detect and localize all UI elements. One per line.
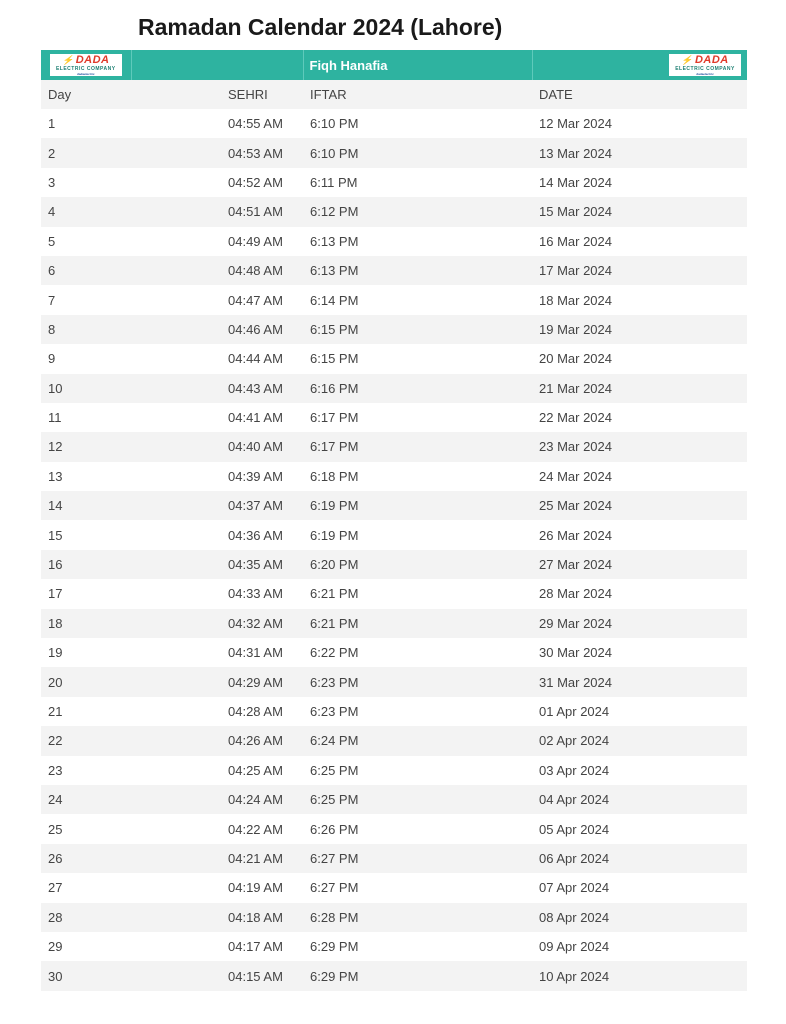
cell-iftar: 6:16 PM [303,374,532,403]
page-title: Ramadan Calendar 2024 (Lahore) [138,14,503,40]
cell-day: 24 [41,785,131,814]
cell-day: 13 [48,468,63,484]
cell-date: 25 Mar 2024 [532,491,747,520]
cell-date: 26 Mar 2024 [539,527,612,543]
dada-logo [669,54,741,76]
brand-banner [41,50,747,80]
cell-date: 20 Mar 2024 [539,351,612,367]
cell-date: 18 Mar 2024 [539,292,612,308]
cell-sehri: 04:46 AM [131,315,303,344]
cell-date: 06 Apr 2024 [532,844,747,873]
cell-date: 17 Mar 2024 [532,256,747,285]
table-row [41,814,747,843]
plug-icon: ⚡ [62,54,74,65]
cell-sehri: 04:15 AM [131,961,303,990]
fiqh-label: Fiqh Hanafia [303,50,532,80]
table-row [41,726,747,755]
cell-sehri: 04:19 AM [228,880,283,896]
cell-day: 27 [48,880,63,896]
table-row [41,609,747,638]
table-row [41,756,747,785]
cell-day: 15 [48,527,63,543]
cell-iftar: 6:25 PM [303,785,532,814]
cell-iftar: 6:28 PM [303,903,532,932]
cell-sehri: 04:28 AM [228,704,283,719]
logo-tagline: dadaelectric [76,71,95,76]
table-row [41,344,747,373]
cell-iftar: 6:11 PM [310,174,358,190]
brand-logo-cell-right [532,50,747,80]
cell-date: 21 Mar 2024 [532,374,747,403]
table-row [41,227,747,256]
cell-iftar: 6:17 PM [303,432,532,461]
cell-sehri: 04:33 AM [228,586,283,602]
cell-iftar: 6:24 PM [303,726,532,755]
cell-date: 12 Mar 2024 [539,116,612,132]
cell-iftar: 6:21 PM [310,586,359,602]
logo-tagline: dadaelectric [696,71,714,76]
cell-sehri: 04:39 AM [228,468,283,484]
cell-iftar: 6:12 PM [303,197,532,226]
cell-day: 1 [48,116,56,132]
brand-logo-cell-left [41,50,131,80]
cell-iftar: 6:15 PM [310,351,359,367]
header-day: Day [41,80,131,109]
cell-date: 14 Mar 2024 [539,174,612,190]
table-row [41,903,747,932]
cell-day: 14 [41,491,131,520]
header-sehri: SEHRI [131,80,303,109]
table-row [41,285,747,314]
table-row [41,667,747,696]
cell-iftar: 6:29 PM [310,939,359,955]
cell-day: 23 [48,762,63,778]
table-row [41,197,747,226]
cell-date: 31 Mar 2024 [532,667,747,696]
cell-sehri: 04:41 AM [228,410,283,426]
logo-name: DADA [694,53,729,66]
cell-day: 8 [41,315,131,344]
ramadan-timetable [41,50,747,991]
cell-sehri: 04:47 AM [228,292,283,308]
logo-name: DADA [75,53,110,66]
cell-day: 30 [41,961,131,990]
cell-day: 18 [41,609,131,638]
cell-sehri: 04:49 AM [228,233,283,249]
cell-date: 23 Mar 2024 [532,432,747,461]
header-iftar: IFTAR [303,80,532,109]
cell-sehri: 04:36 AM [228,527,283,543]
table-row [41,168,747,197]
table-header-row [41,80,747,109]
cell-iftar: 6:13 PM [303,256,532,285]
table-body [41,109,747,991]
cell-day: 12 [41,432,131,461]
cell-iftar: 6:17 PM [310,410,359,426]
cell-iftar: 6:26 PM [310,821,359,837]
cell-day: 22 [41,726,131,755]
cell-date: 07 Apr 2024 [539,880,610,896]
cell-sehri: 04:22 AM [228,821,283,837]
cell-iftar: 6:23 PM [303,667,532,696]
cell-date: 22 Mar 2024 [539,410,612,426]
table-row [41,403,747,432]
logo-subtitle: ELECTRIC COMPANY [55,65,116,72]
table-row [41,697,747,726]
cell-day: 6 [41,256,131,285]
cell-date: 09 Apr 2024 [539,939,610,955]
cell-iftar: 6:27 PM [303,844,532,873]
cell-day: 21 [48,704,63,719]
cell-day: 7 [48,292,56,308]
cell-date: 15 Mar 2024 [532,197,747,226]
cell-sehri: 04:35 AM [131,550,303,579]
table-row [41,256,747,285]
cell-iftar: 6:23 PM [310,704,359,719]
cell-iftar: 6:27 PM [310,880,359,896]
cell-sehri: 04:43 AM [131,374,303,403]
cell-sehri: 04:52 AM [228,174,283,190]
table-row [41,638,747,667]
cell-day: 11 [48,410,62,426]
cell-day: 19 [48,645,63,661]
dada-logo [50,54,122,76]
cell-day: 3 [48,174,56,190]
cell-date: 04 Apr 2024 [532,785,747,814]
cell-sehri: 04:26 AM [131,726,303,755]
cell-date: 02 Apr 2024 [532,726,747,755]
cell-day: 28 [41,903,131,932]
cell-iftar: 6:15 PM [303,315,532,344]
table-row [41,550,747,579]
cell-iftar: 6:10 PM [310,116,359,132]
table-row [41,138,747,167]
cell-date: 08 Apr 2024 [532,903,747,932]
table-row [41,109,747,138]
cell-sehri: 04:40 AM [131,432,303,461]
cell-sehri: 04:25 AM [228,762,283,778]
table-row [41,844,747,873]
cell-iftar: 6:19 PM [303,491,532,520]
cell-sehri: 04:29 AM [131,667,303,696]
cell-day: 5 [48,233,56,249]
table-row [41,432,747,461]
table-row [41,374,747,403]
cell-date: 29 Mar 2024 [532,609,747,638]
cell-date: 10 Apr 2024 [532,961,747,990]
cell-iftar: 6:13 PM [310,233,359,249]
cell-sehri: 04:53 AM [131,138,303,167]
cell-date: 24 Mar 2024 [539,468,612,484]
cell-date: 03 Apr 2024 [539,762,610,778]
cell-day: 17 [48,586,63,602]
header-date: DATE [532,80,747,109]
cell-sehri: 04:21 AM [131,844,303,873]
table-row [41,932,747,961]
cell-day: 9 [48,351,56,367]
logo-subtitle: ELECTRIC COMPANY [675,65,735,72]
cell-iftar: 6:19 PM [310,527,359,543]
cell-sehri: 04:55 AM [228,116,283,132]
cell-iftar: 6:10 PM [303,138,532,167]
cell-date: 13 Mar 2024 [532,138,747,167]
cell-day: 20 [41,667,131,696]
cell-day: 26 [41,844,131,873]
cell-day: 29 [48,939,63,955]
brand-spacer-cell [131,50,303,80]
table-row [41,462,747,491]
cell-iftar: 6:21 PM [303,609,532,638]
cell-date: 01 Apr 2024 [539,704,610,719]
cell-iftar: 6:14 PM [310,292,359,308]
cell-iftar: 6:22 PM [310,645,359,661]
cell-date: 28 Mar 2024 [539,586,612,602]
cell-date: 30 Mar 2024 [539,645,612,661]
table-row [41,961,747,990]
cell-sehri: 04:17 AM [228,939,283,955]
cell-iftar: 6:29 PM [303,961,532,990]
table-row [41,785,747,814]
cell-sehri: 04:31 AM [228,645,283,661]
cell-iftar: 6:18 PM [310,468,359,484]
cell-sehri: 04:44 AM [228,351,283,367]
cell-date: 27 Mar 2024 [532,550,747,579]
cell-sehri: 04:32 AM [131,609,303,638]
table-row [41,579,747,608]
cell-date: 19 Mar 2024 [532,315,747,344]
cell-day: 25 [48,821,63,837]
table-row [41,315,747,344]
cell-day: 2 [41,138,131,167]
cell-day: 4 [41,197,131,226]
cell-sehri: 04:24 AM [131,785,303,814]
cell-date: 16 Mar 2024 [539,233,612,249]
cell-day: 16 [41,550,131,579]
cell-sehri: 04:18 AM [131,903,303,932]
cell-sehri: 04:48 AM [131,256,303,285]
cell-iftar: 6:25 PM [310,762,359,778]
table-row [41,873,747,902]
table-row [41,520,747,549]
cell-sehri: 04:37 AM [131,491,303,520]
cell-sehri: 04:51 AM [131,197,303,226]
table-row [41,491,747,520]
cell-iftar: 6:20 PM [303,550,532,579]
cell-date: 05 Apr 2024 [539,821,610,837]
plug-icon: ⚡ [681,54,693,65]
cell-day: 10 [41,374,131,403]
